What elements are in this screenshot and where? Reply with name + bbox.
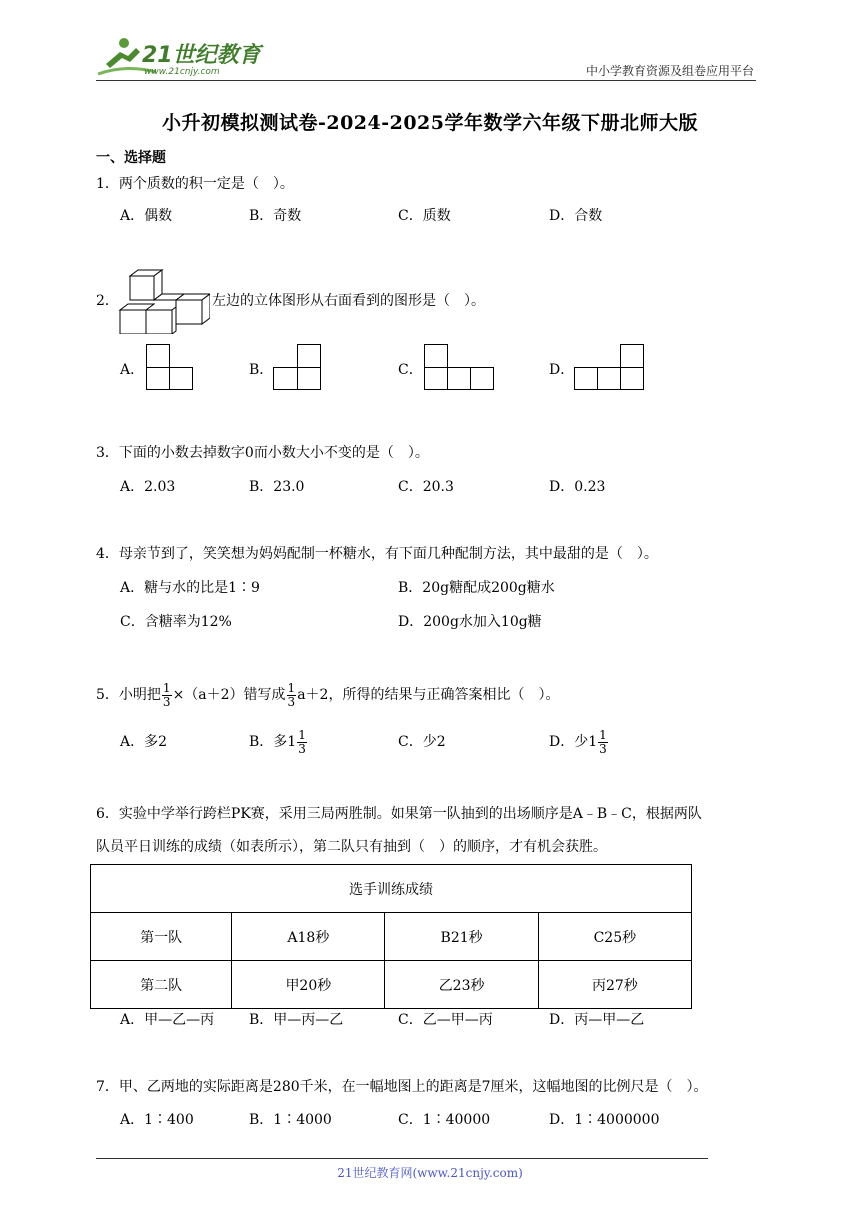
- table-cell: B21秒: [385, 913, 538, 961]
- question-5-stem: [96, 680, 559, 710]
- table-cell: C25秒: [538, 913, 691, 961]
- question-4-option-b: B．20g糖配成200g糖水: [398, 580, 555, 596]
- question-6-stem-line-1: 6．实验中学举行跨栏PK赛，采用三局两胜制。如果第一队抽到的出场顺序是A﹣B﹣C，根据两队: [96, 806, 702, 822]
- question-2-stem: 左边的立体图形从右面看到的图形是（ ）。: [212, 293, 485, 309]
- question-6-option-c: C．乙—甲—丙: [398, 1012, 493, 1028]
- question-4-option-d: D．200g水加入10g糖: [398, 614, 542, 630]
- question-6-option-a: A．甲—乙—丙: [120, 1012, 215, 1028]
- footer-link[interactable]: 21世纪教育网(www.21cnjy.com): [337, 1166, 523, 1180]
- question-2-figure-d: [574, 344, 646, 390]
- question-6-option-d: D．丙—甲—乙: [549, 1012, 645, 1028]
- runner-logo-icon: [96, 34, 266, 78]
- question-7-option-a: A．1∶400: [120, 1112, 194, 1128]
- question-5-option-d: D．少1 $\frac{1}{3}$: [549, 727, 607, 756]
- question-3-option-b: B．23.0: [249, 479, 305, 495]
- question-5-stem-part-3: a＋2，所得的结果与正确答案相比（ ）。: [297, 687, 560, 703]
- question-1-option-d: D．合数: [549, 208, 603, 224]
- question-5-option-b: B．多1 $\frac{1}{3}$: [249, 727, 306, 756]
- question-3-option-a: A．2.03: [120, 479, 176, 495]
- question-3-stem: 3．下面的小数去掉数字0而小数大小不变的是（ ）。: [96, 445, 429, 461]
- page-title: 小升初模拟测试卷-2024-2025学年数学六年级下册北师大版: [161, 112, 699, 134]
- question-6-option-b: B．甲—丙—乙: [249, 1012, 344, 1028]
- table-cell: 乙23秒: [385, 961, 538, 1009]
- fraction-one-third: $\frac{1}{3}$: [287, 680, 296, 709]
- question-2-figure-b: [273, 344, 323, 390]
- table-cell: A18秒: [232, 913, 385, 961]
- question-2-option-c: C．: [398, 362, 423, 378]
- fraction-one-third: $\frac{1}{3}$: [599, 727, 607, 756]
- question-7-stem: 7．甲、乙两地的实际距离是280千米，在一幅地图上的距离是7厘米，这幅地图的比例尺是（ ）。: [96, 1079, 708, 1095]
- table-cell: 第一队: [91, 913, 232, 961]
- question-7-option-d: D．1∶4000000: [549, 1112, 660, 1128]
- question-1-option-b: B．奇数: [249, 208, 302, 224]
- fraction-one-third: $\frac{1}{3}$: [298, 727, 306, 756]
- question-2-figure-c: [424, 344, 496, 390]
- header-platform-name: 中小学教育资源及组卷应用平台: [585, 64, 754, 78]
- question-7-option-b: B．1∶4000: [249, 1112, 332, 1128]
- question-2-option-b: B．: [249, 362, 274, 378]
- question-4-stem: 4．母亲节到了，笑笑想为妈妈配制一杯糖水，有下面几种配制方法，其中最甜的是（ ）。: [96, 546, 658, 562]
- question-6-stem-line-2: 队员平日训练的成绩（如表所示），第二队只有抽到（ ）的顺序，才有机会获胜。: [96, 839, 607, 855]
- table-row: [91, 961, 692, 1009]
- table-cell: 丙27秒: [538, 961, 691, 1009]
- cube-solid-figure: [118, 268, 210, 334]
- question-2-figure-a: [146, 344, 196, 390]
- table-caption: 选手训练成绩: [91, 865, 692, 913]
- question-7-option-c: C．1∶40000: [398, 1112, 491, 1128]
- table-cell: 甲20秒: [232, 961, 385, 1009]
- question-1-stem: 1．两个质数的积一定是（ ）。: [96, 176, 294, 192]
- question-4-option-a: A．糖与水的比是1∶9: [120, 580, 260, 596]
- question-2-option-d: D．: [549, 362, 575, 378]
- footer-divider: [96, 1158, 708, 1159]
- question-5-stem-part-1: 5．小明把: [96, 687, 161, 703]
- question-5-option-a: A．多2: [120, 734, 168, 750]
- question-2-number: 2．: [96, 293, 119, 309]
- question-3-option-d: D．0.23: [549, 479, 606, 495]
- table-row: [91, 913, 692, 961]
- question-5-stem-part-2: ×（a＋2）错写成: [172, 687, 286, 703]
- header-divider: [96, 80, 756, 81]
- question-2-option-a: A．: [120, 362, 145, 378]
- logo-url-text: www.21cnjy.com: [144, 67, 220, 77]
- section-heading: 一、选择题: [96, 150, 166, 166]
- question-3-option-c: C．20.3: [398, 479, 454, 495]
- question-1-option-c: C．质数: [398, 208, 451, 224]
- question-5-option-c: C．少2: [398, 734, 446, 750]
- table-cell: 第二队: [91, 961, 232, 1009]
- site-logo: [96, 34, 266, 78]
- scores-table: [90, 864, 692, 1009]
- fraction-one-third: $\frac{1}{3}$: [162, 680, 171, 709]
- question-1-option-a: A．偶数: [120, 208, 173, 224]
- question-4-option-c: C．含糖率为12%: [120, 614, 232, 630]
- logo-text: 21世纪教育: [142, 43, 261, 68]
